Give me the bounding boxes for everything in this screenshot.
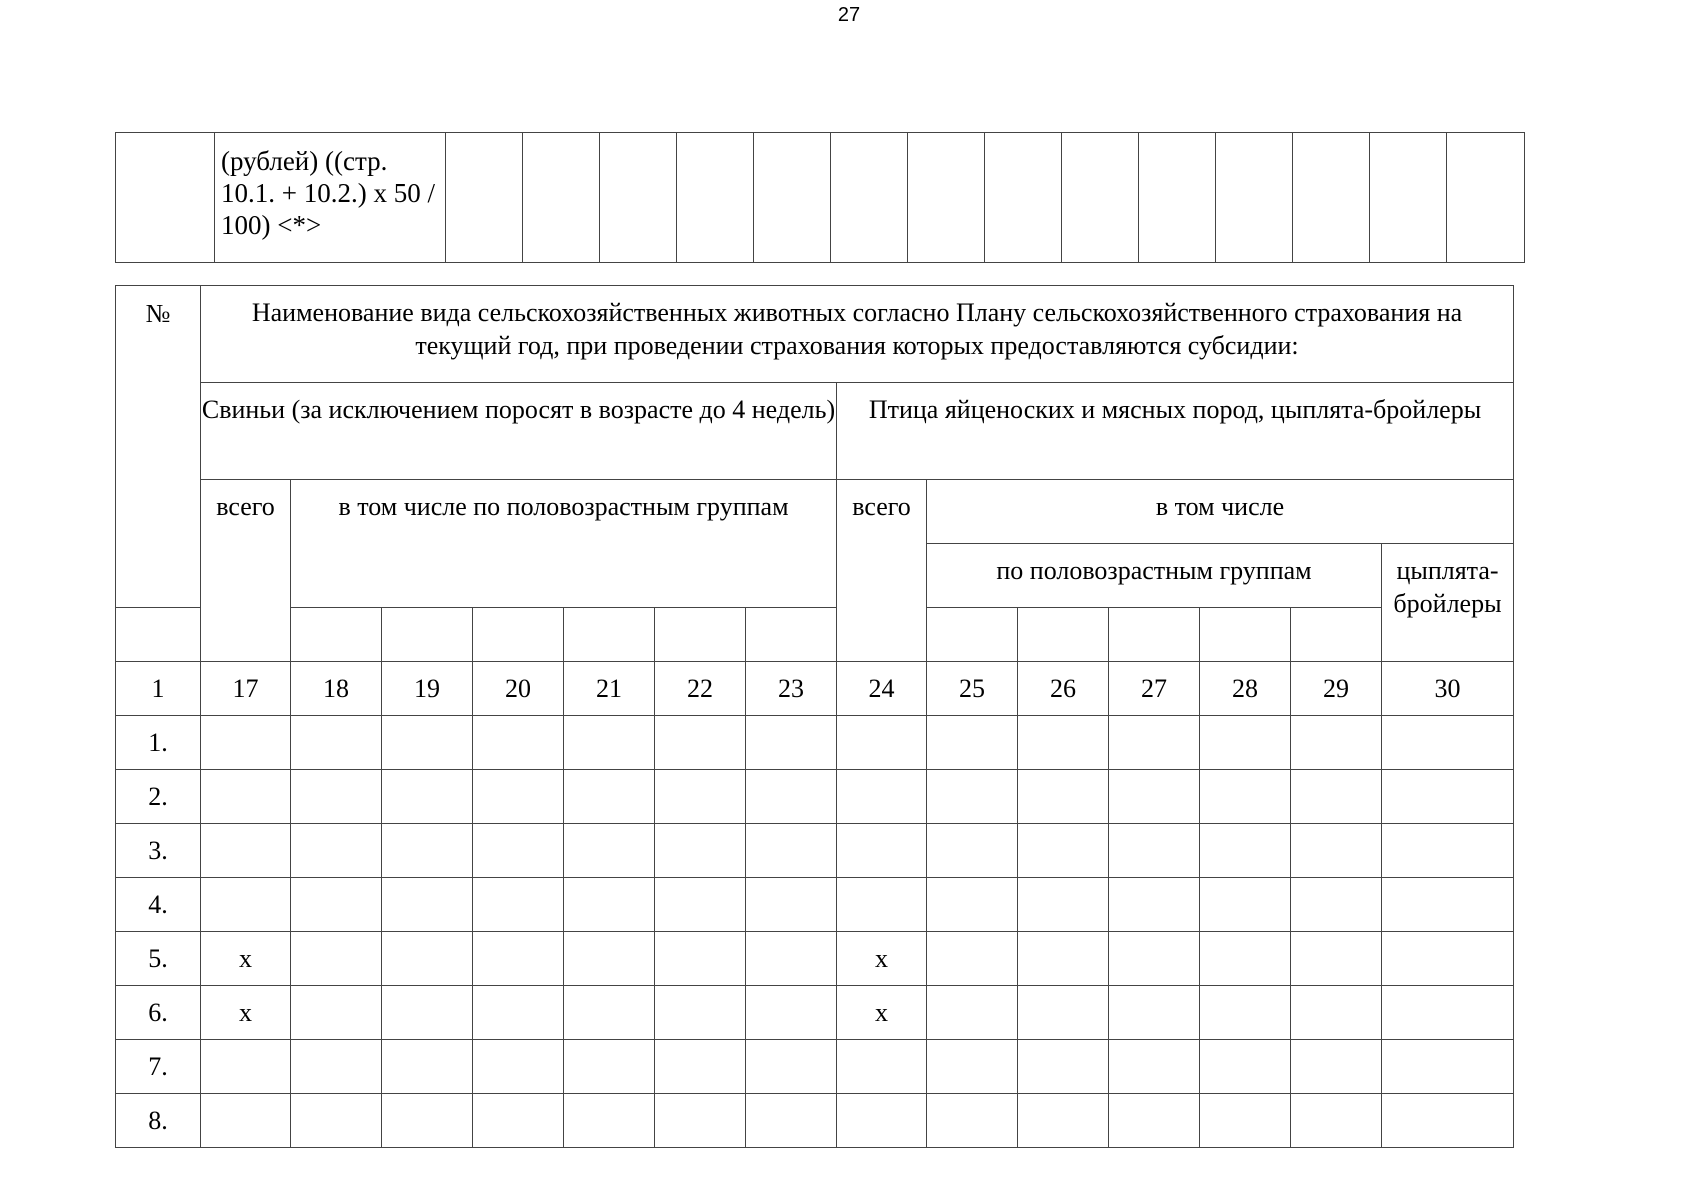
row-number: 5. [116, 932, 201, 986]
table-cell [382, 770, 473, 824]
table-cell [1291, 1094, 1382, 1148]
poultry-group-cell [1018, 608, 1109, 662]
pigs-total-header: всего [201, 480, 291, 662]
poultry-group-cell [746, 608, 837, 662]
table-cell [1109, 1040, 1200, 1094]
table-cell [291, 932, 382, 986]
table-cell: х [201, 986, 291, 1040]
column-number: 19 [382, 662, 473, 716]
table-cell [1291, 878, 1382, 932]
table-cell [473, 716, 564, 770]
continuation-cell [446, 133, 523, 263]
table-cell [655, 878, 746, 932]
pigs-group-cell [655, 608, 746, 662]
table-cell [927, 932, 1018, 986]
table-cell [1200, 878, 1291, 932]
continuation-cell [677, 133, 754, 263]
table-cell: х [201, 932, 291, 986]
column-number: 29 [1291, 662, 1382, 716]
table-cell [927, 716, 1018, 770]
table-cell [201, 1040, 291, 1094]
poultry-header: Птица яйценоских и мясных пород, цыплята-бройлеры [837, 383, 1514, 480]
row-number: 3. [116, 824, 201, 878]
table-cell [746, 878, 837, 932]
table-cell [473, 878, 564, 932]
table-cell [473, 1040, 564, 1094]
column-number: 30 [1382, 662, 1514, 716]
table-cell [927, 1040, 1018, 1094]
table-cell [1291, 986, 1382, 1040]
table-cell [201, 1094, 291, 1148]
page-number: 27 [837, 4, 861, 26]
table-cell: х [837, 932, 927, 986]
table-cell [746, 932, 837, 986]
continuation-label: (рублей) ((стр. 10.1. + 10.2.) х 50 / 100) <*> [215, 133, 446, 263]
table-cell [291, 1040, 382, 1094]
continuation-cell [1447, 133, 1525, 263]
table-cell [564, 986, 655, 1040]
table-cell [837, 1040, 927, 1094]
continuation-cell [600, 133, 677, 263]
table-cell [1109, 932, 1200, 986]
table-cell [655, 1094, 746, 1148]
table-cell [291, 1094, 382, 1148]
table-cell [746, 824, 837, 878]
table-cell [1018, 932, 1109, 986]
table-cell [1382, 986, 1514, 1040]
table-cell [564, 932, 655, 986]
pigs-group-cell [564, 608, 655, 662]
table-cell [564, 824, 655, 878]
table-cell [1200, 1040, 1291, 1094]
table-cell [655, 770, 746, 824]
pigs-groups-header: в том числе по половозрастным группам [291, 480, 837, 608]
pigs-header: Свиньи (за исключением поросят в возрасте до 4 недель) [201, 383, 837, 480]
table-cell [746, 770, 837, 824]
column-number: 23 [746, 662, 837, 716]
table-cell [201, 770, 291, 824]
column-number: 28 [1200, 662, 1291, 716]
table-cell [655, 716, 746, 770]
poultry-including-header: в том числе [927, 480, 1514, 544]
table-cell [1200, 824, 1291, 878]
table-cell [1382, 824, 1514, 878]
table-cell [382, 932, 473, 986]
table-cell [382, 824, 473, 878]
poultry-total-header: всего [837, 480, 927, 662]
table-row [116, 1040, 1514, 1094]
table-cell [564, 716, 655, 770]
table-cell [564, 1094, 655, 1148]
table-cell [473, 986, 564, 1040]
column-number: 24 [837, 662, 927, 716]
table-cell [1291, 716, 1382, 770]
table-cell [291, 878, 382, 932]
column-number: 26 [1018, 662, 1109, 716]
table-cell [382, 716, 473, 770]
column-number-row [116, 662, 1514, 716]
table-cell [837, 716, 927, 770]
continuation-cell [1062, 133, 1139, 263]
broilers-header: цыплята-бройлеры [1382, 544, 1514, 662]
table-cell [1291, 1040, 1382, 1094]
table-cell [291, 716, 382, 770]
table-cell [837, 824, 927, 878]
table-row [116, 716, 1514, 770]
table-cell [746, 716, 837, 770]
continuation-cell [116, 133, 215, 263]
continuation-cell [1139, 133, 1216, 263]
header-row-3 [116, 480, 1514, 544]
table-cell [1200, 716, 1291, 770]
table-cell [1109, 986, 1200, 1040]
table-cell [1109, 1094, 1200, 1148]
table-cell: х [837, 986, 927, 1040]
continuation-cell [1216, 133, 1293, 263]
number-column-header: № [116, 286, 201, 608]
continuation-row [116, 133, 1525, 263]
column-number: 25 [927, 662, 1018, 716]
table-cell [837, 878, 927, 932]
table-cell [837, 770, 927, 824]
table-cell [746, 1040, 837, 1094]
column-number: 18 [291, 662, 382, 716]
table-row [116, 932, 1514, 986]
pigs-group-cell [473, 608, 564, 662]
row-number: 2. [116, 770, 201, 824]
table-cell [201, 878, 291, 932]
table-cell [291, 986, 382, 1040]
column-number: 22 [655, 662, 746, 716]
table-cell [473, 932, 564, 986]
table-cell [1109, 716, 1200, 770]
table-cell [1109, 770, 1200, 824]
table-cell [473, 770, 564, 824]
table-cell [1382, 932, 1514, 986]
table-cell [927, 1094, 1018, 1148]
table-cell [837, 1094, 927, 1148]
table-cell [1200, 986, 1291, 1040]
table-cell [1109, 824, 1200, 878]
table-cell [1018, 770, 1109, 824]
table-cell [927, 824, 1018, 878]
row-number: 4. [116, 878, 201, 932]
table-cell [1200, 932, 1291, 986]
table-cell [655, 932, 746, 986]
row-number: 6. [116, 986, 201, 1040]
header-row-5 [116, 608, 1514, 662]
table-cell [291, 770, 382, 824]
table-row [116, 824, 1514, 878]
pigs-group-cell [116, 608, 201, 662]
table-cell [201, 824, 291, 878]
table-cell [746, 986, 837, 1040]
table-cell [927, 770, 1018, 824]
table-cell [655, 1040, 746, 1094]
table-cell [1382, 770, 1514, 824]
table-cell [1109, 878, 1200, 932]
table-cell [1018, 986, 1109, 1040]
table-cell [655, 824, 746, 878]
header-row-2 [116, 383, 1514, 480]
continuation-cell [985, 133, 1062, 263]
table-cell [473, 824, 564, 878]
table-cell [1291, 770, 1382, 824]
table-cell [927, 878, 1018, 932]
continuation-cell [831, 133, 908, 263]
insurance-table [115, 285, 1514, 1148]
column-number: 17 [201, 662, 291, 716]
table-cell [201, 716, 291, 770]
continuation-table [115, 132, 1525, 263]
table-cell [1018, 716, 1109, 770]
continuation-cell [1293, 133, 1370, 263]
table-cell [1018, 1094, 1109, 1148]
table-cell [1291, 824, 1382, 878]
table-cell [564, 770, 655, 824]
table-row [116, 986, 1514, 1040]
continuation-cell [523, 133, 600, 263]
table-cell [382, 1094, 473, 1148]
table-cell [1382, 716, 1514, 770]
pigs-group-cell [291, 608, 382, 662]
poultry-group-cell [1200, 608, 1291, 662]
row-number: 1. [116, 716, 201, 770]
pigs-group-cell [382, 608, 473, 662]
table-cell [1018, 824, 1109, 878]
table-cell [1382, 1040, 1514, 1094]
table-cell [382, 1040, 473, 1094]
continuation-cell [1370, 133, 1447, 263]
table-cell [1382, 878, 1514, 932]
row-number: 8. [116, 1094, 201, 1148]
table-cell [746, 1094, 837, 1148]
continuation-cell [754, 133, 831, 263]
column-number: 1 [116, 662, 201, 716]
table-cell [1200, 770, 1291, 824]
table-row [116, 770, 1514, 824]
table-row [116, 1094, 1514, 1148]
table-cell [655, 986, 746, 1040]
table-cell [564, 878, 655, 932]
column-number: 27 [1109, 662, 1200, 716]
table-cell [1382, 1094, 1514, 1148]
table-cell [473, 1094, 564, 1148]
poultry-group-cell [1109, 608, 1200, 662]
column-number: 20 [473, 662, 564, 716]
table-cell [382, 878, 473, 932]
poultry-group-cell [927, 608, 1018, 662]
table-cell [1018, 1040, 1109, 1094]
table-cell [291, 824, 382, 878]
table-row [116, 878, 1514, 932]
row-number: 7. [116, 1040, 201, 1094]
column-number: 21 [564, 662, 655, 716]
table-cell [1200, 1094, 1291, 1148]
header-row-1 [116, 286, 1514, 383]
poultry-groups-header: по половозрастным группам [927, 544, 1382, 608]
table-cell [1018, 878, 1109, 932]
continuation-cell [908, 133, 985, 263]
table-cell [1291, 932, 1382, 986]
animal-type-title: Наименование вида сельскохозяйственных животных согласно Плану сельскохозяйственного страхования на текущий год, при проведении страхования которых предоставляются субсидии: [201, 286, 1514, 383]
table-cell [564, 1040, 655, 1094]
table-cell [382, 986, 473, 1040]
table-cell [927, 986, 1018, 1040]
